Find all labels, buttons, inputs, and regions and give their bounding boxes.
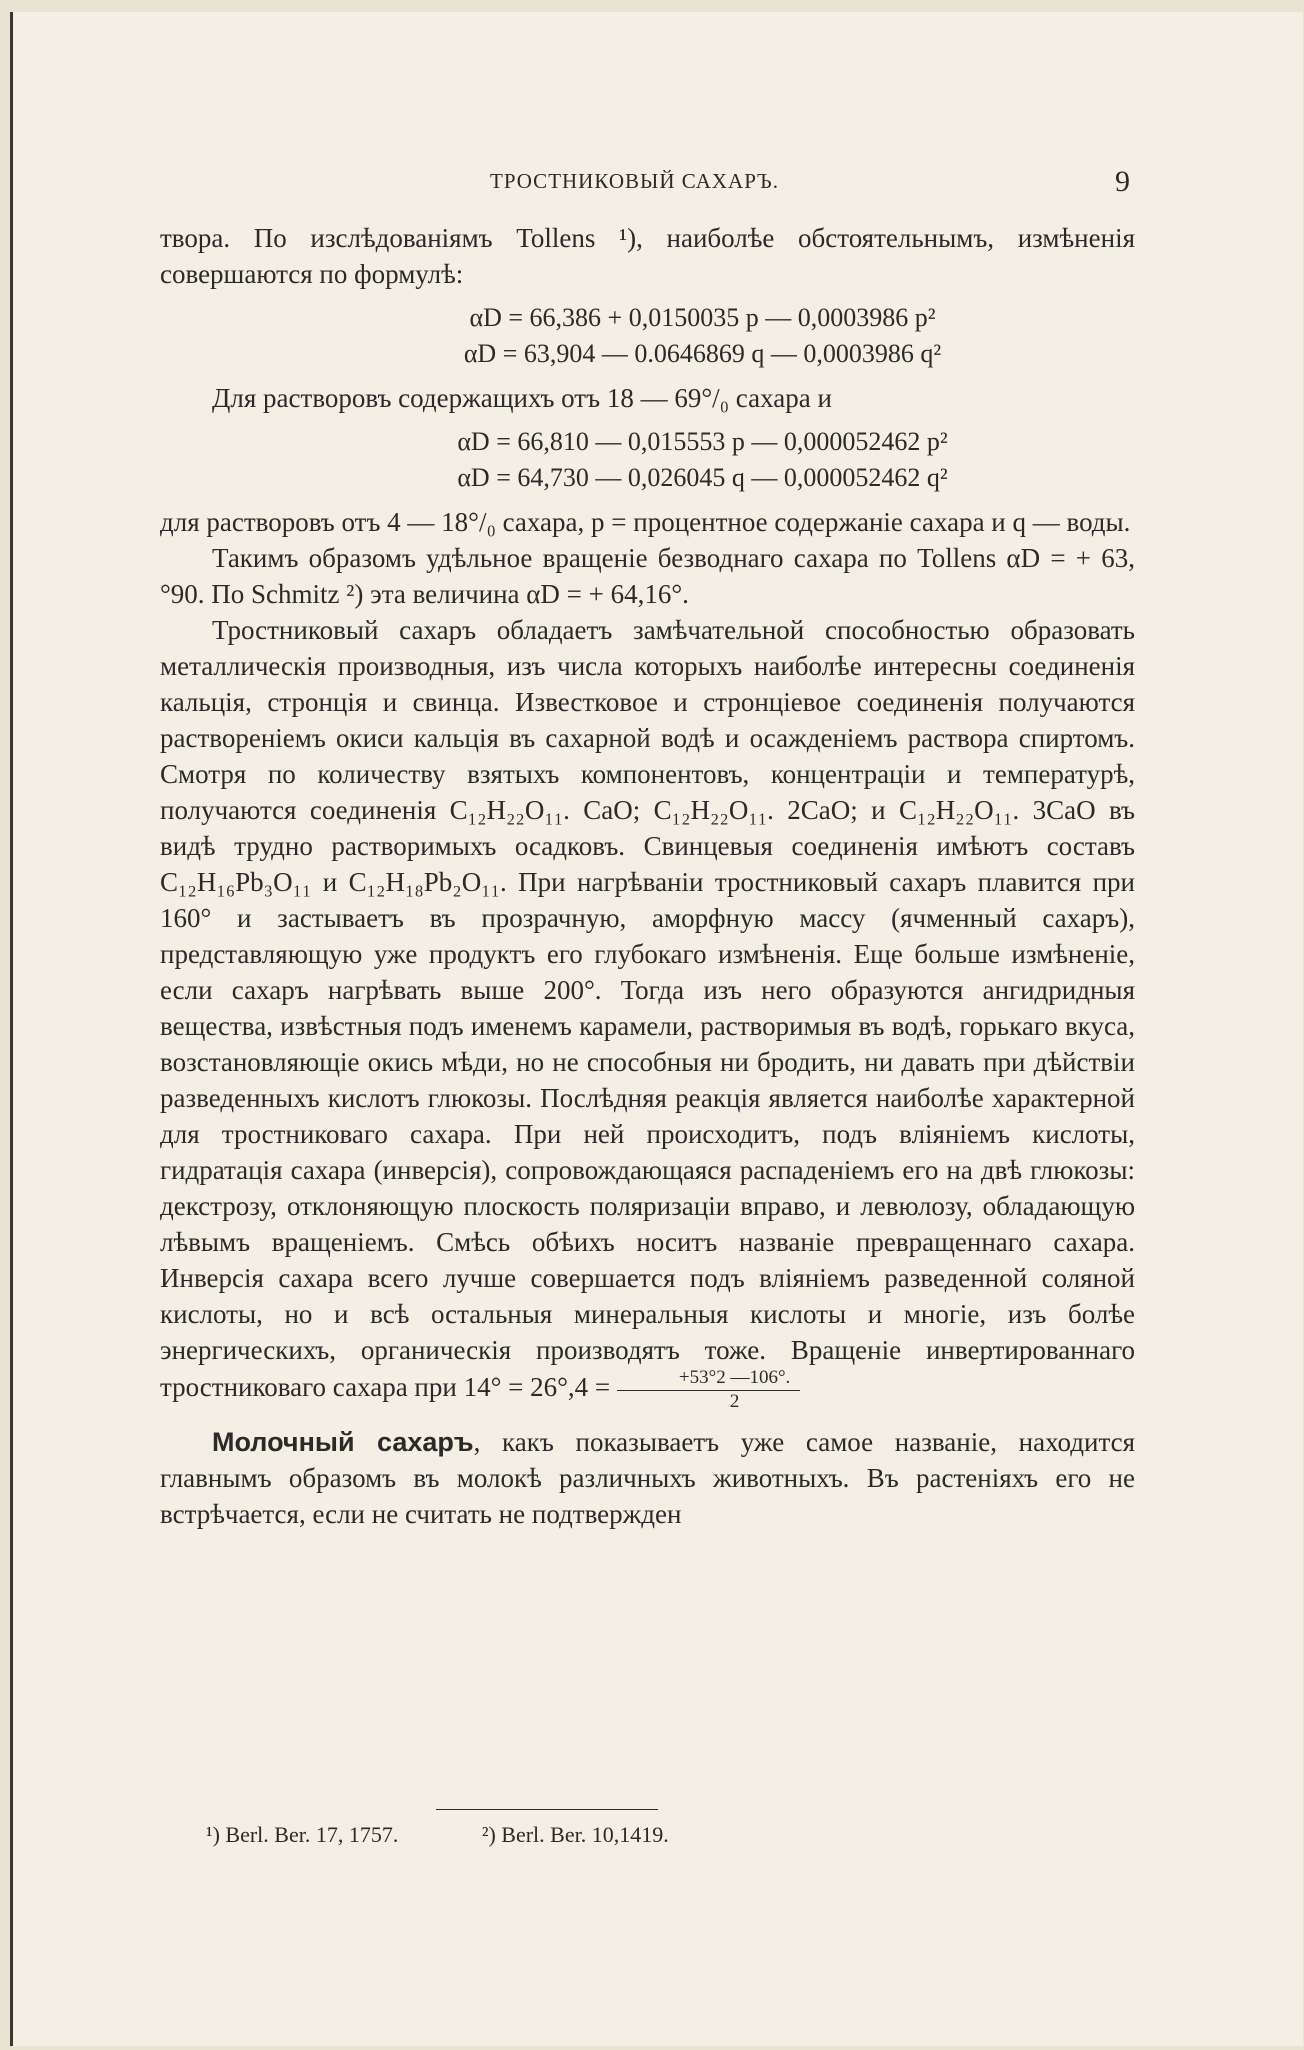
paragraph-6 (160, 1424, 1135, 1532)
formula-line-1: αD = 66,386 + 0,0150035 p — 0,0003986 p² (469, 303, 936, 332)
page-body (160, 220, 1135, 1532)
paragraph-5-text: Тростниковый сахаръ обладаетъ замѣчательной способностью образовать металлическія производныя, изъ числа которыхъ наиболѣе интересны соединенія кальція, стронція и свинца. Известковое и стронціевое соединенія получаются раствореніемъ окиси кальція въ сахарной водѣ и осажденіемъ раствора спиртомъ. Смотря по количеству взятыхъ компонентовъ, концентраціи и температурѣ, получаются соединенія C₁₂H₂₂O₁₁. CaO; C₁₂H₂₂O₁₁. 2CaO; и C₁₂H₂₂O₁₁. 3CaO въ видѣ трудно растворимыхъ осадковъ. Свинцевыя соединенія имѣютъ составъ C₁₂H₁₆Pb₃O₁₁ и C₁₂H₁₈Pb₂O₁₁. При нагрѣваніи тростниковый сахаръ плавится при 160° и застываетъ въ прозрачную, аморфную массу (ячменный сахаръ), представляющую уже продуктъ его глубокаго измѣненія. Еще больше измѣненіе, если сахаръ нагрѣвать выше 200°. Тогда изъ него образуются ангидридныя вещества, извѣстныя подъ именемъ карамели, растворимыя въ водѣ, горькаго вкуса, возстановляющіе окись мѣди, но не способныя ни бродить, ни давать при дѣйствіи разведенныхъ кислотъ глюкозы. Послѣдняя реакція является наиболѣе характерной для тростниковаго сахара. При ней происходитъ, подъ вліяніемъ кислоты, гидратація сахара (инверсія), сопровождающаяся распаденіемъ его на двѣ глюкозы: декстрозу, отклоняющую плоскость поляризаціи вправо, и левюлозу, обладающую лѣвымъ вращеніемъ. Смѣсь обѣихъ носитъ названіе превращеннаго сахара. Инверсія сахара всего лучше совершается подъ вліяніемъ разведенной соляной кислоты, но и всѣ остальныя минеральныя кислоты и многіе, изъ болѣе энергическихъ, органическія производятъ тоже. Вращеніе инвертированнаго тростниковаго (160, 615, 1135, 1403)
footnote-1: ¹) Berl. Ber. 17, 1757. (206, 1822, 399, 1847)
formula-line-4: αD = 64,730 — 0,026045 q — 0,000052462 q² (457, 463, 948, 492)
paragraph-3: для растворовъ отъ 4 — 18°/₀ сахара, p = процентное содержаніе сахара и q — воды. (160, 507, 1131, 537)
page-number: 9 (1115, 165, 1130, 198)
fraction-numerator: +53°2 —106°. (617, 1368, 800, 1391)
paragraph-6-lead: Молочный сахаръ (212, 1427, 474, 1457)
formula-block-1 (160, 300, 1135, 372)
paragraph-5 (160, 612, 1135, 1412)
footnote-2: ²) Berl. Ber. 10,1419. (481, 1822, 669, 1847)
fraction-denominator: 2 (729, 1391, 740, 1412)
paragraph-5-end: сахара при 14° = 26°,4 = (332, 1372, 611, 1403)
formula-line-3: αD = 66,810 — 0,015553 p — 0,000052462 p² (457, 427, 948, 456)
formula-line-2: αD = 63,904 — 0.0646869 q — 0,0003986 q² (463, 339, 942, 368)
paragraph-1: твора. По изслѣдованіямъ Tollens ¹), наиболѣе обстоятельнымъ, измѣненія совершаются по формулѣ: (160, 223, 1135, 289)
fraction (617, 1368, 800, 1412)
paragraph-2: Для растворовъ содержащихъ отъ 18 — 69°/₀ сахара и (212, 383, 832, 413)
paragraph-6-text: , какъ показываетъ уже самое названіе, находится главнымъ образомъ въ молокѣ различныхъ животныхъ. Въ растеніяхъ его не встрѣчается, если не считать не подтвержден (160, 1427, 1135, 1529)
footnote-rule (436, 1809, 658, 1810)
paragraph-4: Такимъ образомъ удѣльное вращеніе безводнаго сахара по Tollens αD = + 63,°90. По Schmitz ²) эта величина αD = + 64,16°. (160, 543, 1135, 609)
running-title: ТРОСТНИКОВЫЙ САХАРЪ. (490, 169, 779, 193)
page-header (0, 165, 1304, 205)
footnotes (206, 1820, 747, 1850)
spacer (160, 1412, 1135, 1424)
formula-block-2 (160, 424, 1135, 496)
